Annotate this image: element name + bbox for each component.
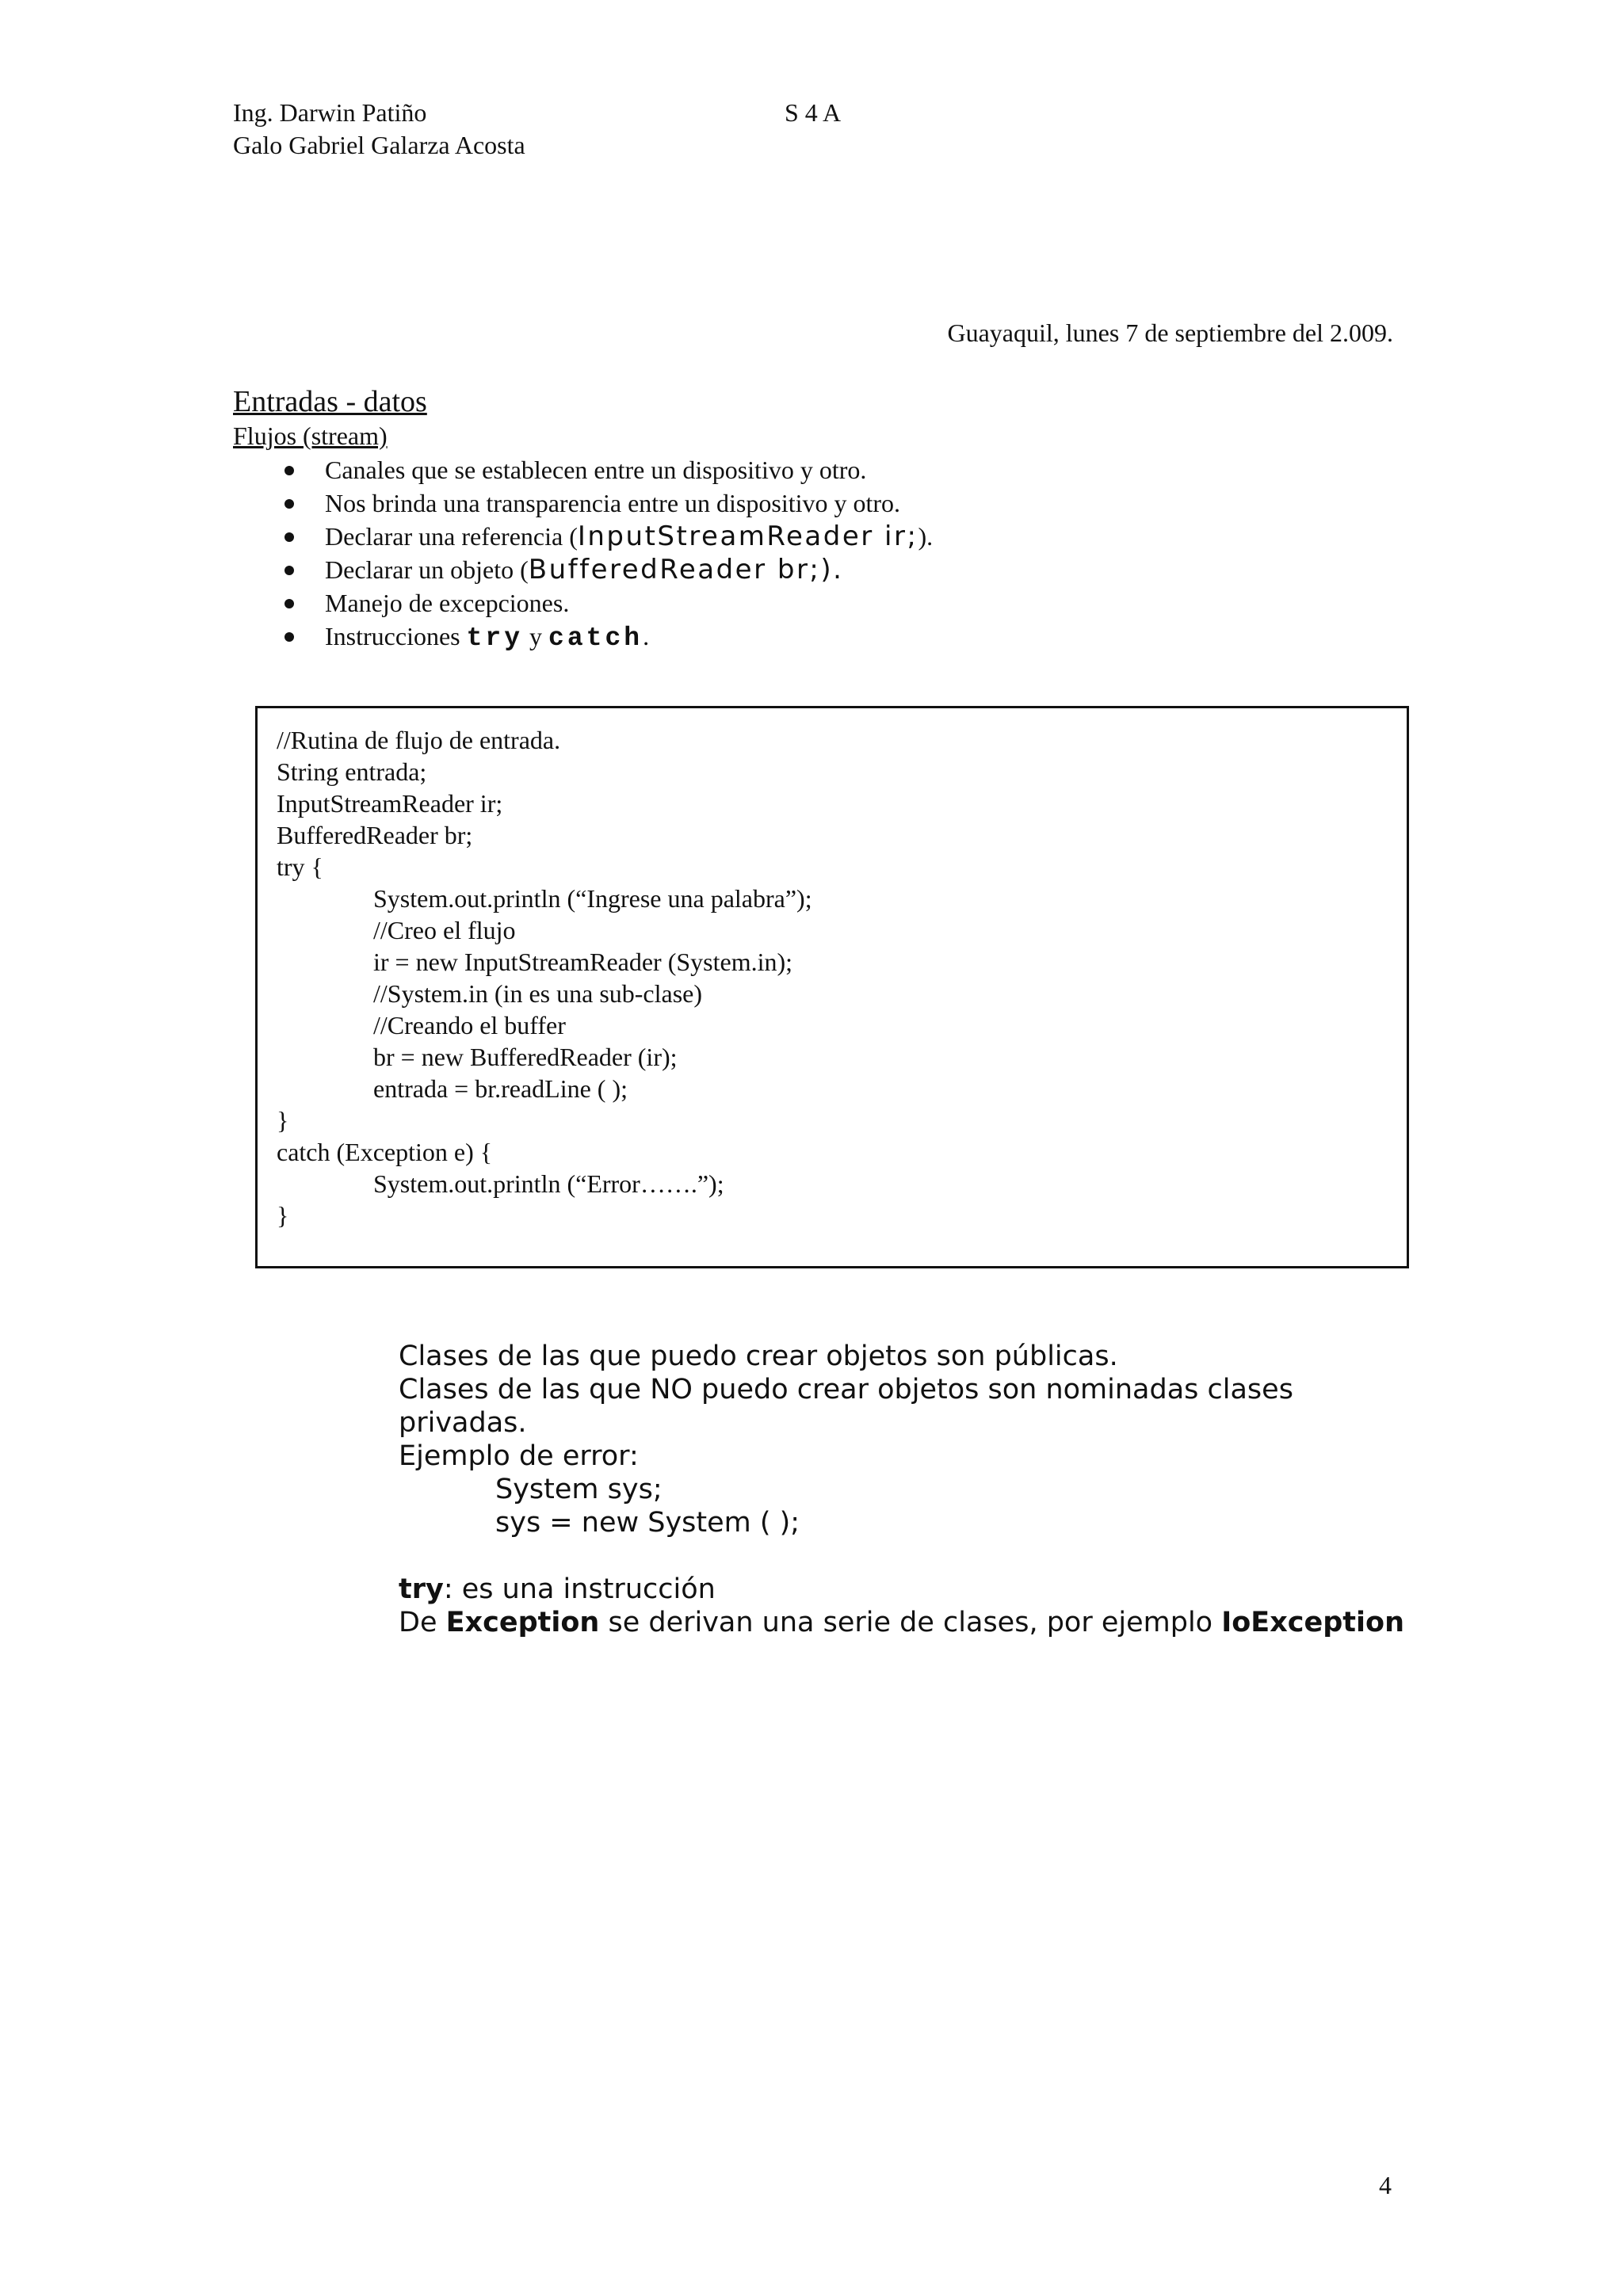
code-line: System.out.println (“Ingrese una palabra”); [373,884,812,913]
bullet-text: Declarar un objeto ( [325,555,529,584]
code-line: ir = new InputStreamReader (System.in); [373,948,793,976]
page-number: 4 [1379,2171,1392,2199]
note-line [399,1573,1404,1606]
bullet-dot-icon [285,599,294,608]
course-code: S 4 A [785,98,842,127]
note-line: privadas. [399,1407,527,1439]
student-name: Galo Gabriel Galarza Acosta [233,131,525,159]
code-line: //Creando el buffer [373,1011,566,1039]
bullet-dot-icon [285,632,294,642]
code-line: System.out.println (“Error…….”); [373,1169,724,1198]
code-line: br = new BufferedReader (ir); [373,1043,678,1071]
notes-section [399,1340,1404,1639]
keyword-try: try [466,624,524,653]
section-subtitle: Flujos (stream) [233,421,388,450]
bullet-code: InputStreamReader ir; [577,521,918,552]
bullet-dot-icon [285,532,294,542]
code-line: //System.in (in es una sub-clase) [373,979,703,1008]
note-code-line: sys = new System ( ); [495,1507,800,1539]
note-line [399,1606,1404,1639]
note-keyword-try: try [399,1573,444,1605]
note-text: se derivan una serie de clases, por ejemplo [599,1607,1222,1638]
bullet-text: Instrucciones [325,622,467,650]
note-line: Clases de las que NO puedo crear objetos son nominadas clases [399,1374,1293,1405]
code-line: try { [277,852,323,881]
teacher-name: Ing. Darwin Patiño [233,98,427,127]
bullet-list [233,453,933,653]
note-text: De [399,1607,446,1638]
bullet-dot-icon [285,566,294,575]
code-line: //Creo el flujo [373,916,516,944]
code-line: } [277,1201,289,1230]
note-keyword-ioexception: IoException [1221,1607,1404,1638]
bullet-text: y [523,622,549,650]
code-line: //Rutina de flujo de entrada. [277,726,561,754]
section-title: Entradas - datos [233,385,427,418]
code-line: String entrada; [277,757,427,786]
code-line: BufferedReader br; [277,821,473,849]
bullet-item [233,520,933,553]
bullet-text: ). [918,522,934,551]
date-line: Guayaquil, lunes 7 de septiembre del 2.009. [947,318,1393,347]
bullet-dot-icon [285,466,294,475]
code-line: entrada = br.readLine ( ); [373,1074,628,1103]
bullet-item [233,586,933,620]
bullet-code: BufferedReader br;). [528,554,844,585]
bullet-item [233,553,933,586]
code-line: } [277,1106,289,1135]
bullet-text: Declarar una referencia ( [325,522,578,551]
note-code-line: System sys; [495,1474,663,1505]
code-line: InputStreamReader ir; [277,789,503,818]
bullet-item [233,620,933,653]
bullet-text: Manejo de excepciones. [325,589,570,617]
code-line: catch (Exception e) { [277,1138,493,1166]
note-line: Ejemplo de error: [399,1440,639,1472]
note-text: : es una instrucción [443,1573,716,1605]
bullet-text: Nos brinda una transparencia entre un dispositivo y otro. [325,489,901,517]
code-box [255,706,1409,1268]
bullet-dot-icon [285,499,294,509]
bullet-item [233,453,933,486]
bullet-text: Canales que se establecen entre un dispositivo y otro. [325,456,867,484]
keyword-catch: catch [548,624,643,653]
code-lines [277,724,812,1231]
note-spacer [399,1539,1404,1573]
note-line: Clases de las que puedo crear objetos son públicas. [399,1341,1118,1372]
bullet-item [233,486,933,520]
note-keyword-exception: Exception [445,1607,600,1638]
bullet-text: . [643,622,650,650]
